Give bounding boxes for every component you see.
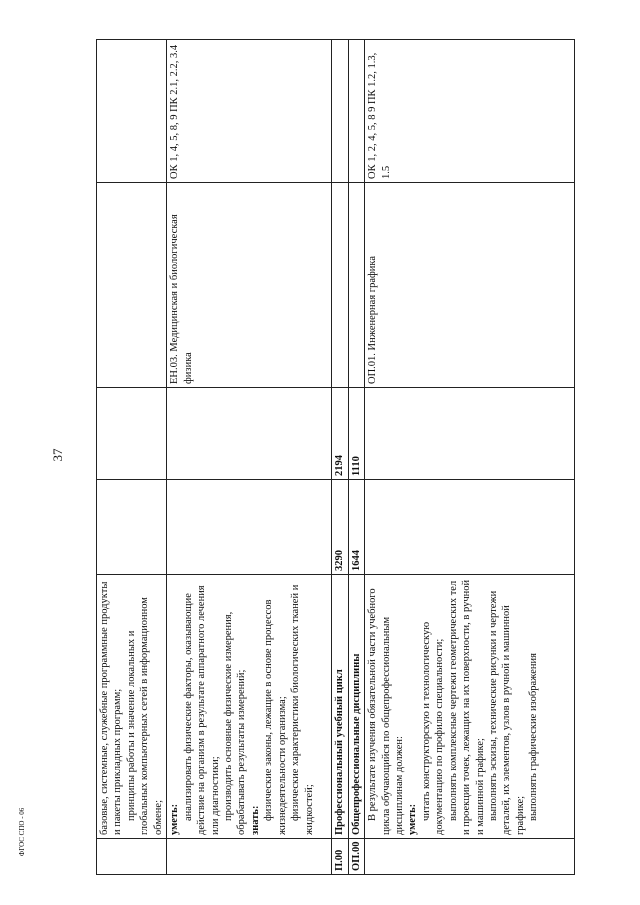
content-cell bbox=[97, 575, 167, 839]
table-row bbox=[167, 40, 332, 875]
competencies-cell: ОК 1, 4, 5, 8, 9 ПК 2.1, 2.2, 3.4 bbox=[167, 40, 332, 183]
content-line: производить основные физические измерения, обрабатывать результаты измерений; bbox=[222, 611, 248, 835]
content-cell bbox=[167, 575, 332, 839]
table-row bbox=[97, 40, 167, 875]
section-label: знать: bbox=[249, 805, 261, 835]
rotated-table-container bbox=[96, 40, 561, 875]
section-label: Общепрофессиональные дисциплины bbox=[350, 653, 362, 835]
section-label: уметь: bbox=[169, 803, 181, 835]
discipline-cell: ОП.01. Инженерная графика bbox=[365, 183, 575, 388]
required-hours-cell bbox=[365, 388, 575, 480]
competencies-cell bbox=[97, 40, 167, 183]
max-hours-cell: 1644 bbox=[348, 480, 364, 575]
index-cell bbox=[167, 839, 332, 875]
table-row bbox=[348, 40, 364, 875]
section-label: Профессиональный учебный цикл bbox=[334, 669, 346, 835]
max-hours-cell bbox=[365, 480, 575, 575]
content-line: читать конструкторскую и технологическую документацию по профилю специальности; bbox=[420, 621, 446, 835]
competencies-cell bbox=[348, 40, 364, 183]
competencies-cell: ОК 1, 2, 4, 5, 8 9 ПК 1.2, 1.3, 1.5 bbox=[365, 40, 575, 183]
max-hours-cell bbox=[97, 480, 167, 575]
content-line: выполнять графические изображения bbox=[528, 653, 540, 821]
index-cell: ОП.00 bbox=[348, 839, 364, 875]
required-hours-cell bbox=[167, 388, 332, 480]
required-hours-cell: 1110 bbox=[348, 388, 364, 480]
content-cell bbox=[332, 575, 348, 839]
content-line: выполнять эскизы, технические рисунки и чертежи деталей, их элементов, узлов в ручной и машинной графике; bbox=[488, 590, 526, 835]
table-row bbox=[332, 40, 348, 875]
content-line: анализировать физические факторы, оказывающие действие на организм в результате аппаратного лечения или диагностики; bbox=[182, 585, 221, 835]
content-line: физические характеристики биологических тканей и жидкостей; bbox=[290, 584, 315, 835]
discipline-cell bbox=[97, 183, 167, 388]
required-hours-cell bbox=[97, 388, 167, 480]
index-cell bbox=[97, 839, 167, 875]
content-line: выполнять комплексные чертежи геометрических тел и проекции точек, лежащих на их поверхности, в ручной и машинной графике; bbox=[447, 579, 486, 835]
max-hours-cell bbox=[167, 480, 332, 575]
index-cell: П.00 bbox=[332, 839, 348, 875]
discipline-cell: ЕН.03. Медицинская и биологическая физика bbox=[167, 183, 332, 388]
section-label: уметь: bbox=[407, 803, 419, 835]
table-row bbox=[365, 40, 575, 875]
content-line: базовые, системные, служебные программные продукты и пакеты прикладных программ; bbox=[99, 581, 124, 835]
page-number: 37 bbox=[50, 448, 65, 462]
discipline-cell bbox=[332, 183, 348, 388]
index-cell bbox=[365, 839, 575, 875]
discipline-cell bbox=[348, 183, 364, 388]
content-line: физические законы, лежащие в основе процессов жизнедеятельности организма; bbox=[263, 599, 288, 835]
required-hours-cell: 2194 bbox=[332, 388, 348, 480]
document-footer: ФГОС СПО - 06 bbox=[18, 807, 26, 857]
content-line: В результате изучения обязательной части учебного цикла обучающийся по общепрофессиональным дисциплинам должен: bbox=[367, 588, 405, 835]
competencies-cell bbox=[332, 40, 348, 183]
content-cell bbox=[348, 575, 364, 839]
content-cell bbox=[365, 575, 575, 839]
max-hours-cell: 3290 bbox=[332, 480, 348, 575]
curriculum-table bbox=[96, 39, 575, 875]
content-line: принципы работы и значение локальных и глобальных компьютерных сетей в информационном обмене; bbox=[125, 597, 164, 835]
